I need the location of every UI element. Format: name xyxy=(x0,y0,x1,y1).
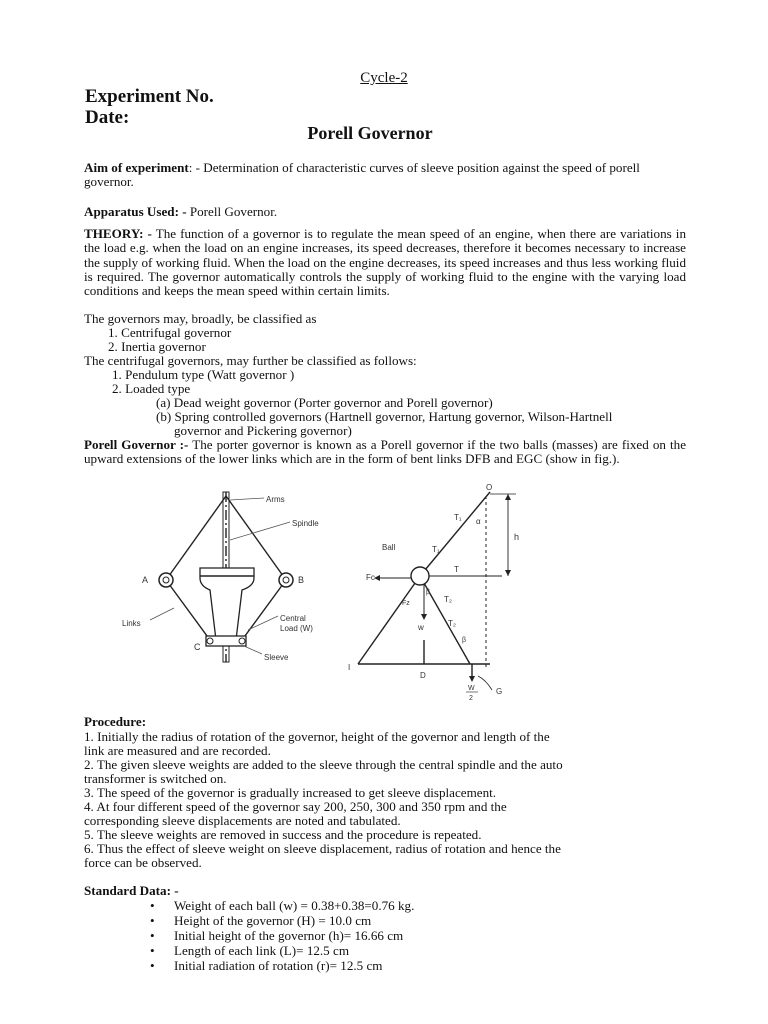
w-half-arrowhead xyxy=(469,676,475,682)
h-arrow-bottom xyxy=(505,570,511,576)
standard-data-item: • Initial height of the governor (h)= 16.66 cm xyxy=(174,929,403,943)
aim-label: Aim of experiment xyxy=(84,160,189,175)
ball-a xyxy=(159,573,173,587)
left-link xyxy=(166,580,210,640)
label-load-w: Load (W) xyxy=(280,624,313,633)
experiment-header xyxy=(85,86,214,128)
w-arrowhead xyxy=(421,614,427,620)
upper-link-line xyxy=(420,492,490,576)
standard-data-label: Standard Data: - xyxy=(84,883,179,898)
sleeve-pin-c xyxy=(207,638,213,644)
procedure-step: 1. Initially the radius of rotation of the governor, height of the governor and length of the xyxy=(84,729,550,744)
label-t: T xyxy=(454,565,459,574)
lower-left-line xyxy=(358,576,420,664)
procedure-step: 5. The sleeve weights are removed in success and the procedure is repeated. xyxy=(84,827,482,842)
cycle-label: Cycle-2 xyxy=(360,70,408,86)
sleeve-pin-d xyxy=(239,638,245,644)
ball-circle xyxy=(411,567,429,585)
arms-leader xyxy=(230,498,264,500)
porell-text: The porter governor is known as a Porell governor if the two balls (masses) are fixed on the upward extensions of the lower links which are in the form of bent links DFB and EGC (show in fig.). xyxy=(84,437,687,467)
g-leader xyxy=(478,676,492,690)
experiment-number-label: Experiment No. xyxy=(85,86,214,107)
label-t2b: T₂ xyxy=(448,619,456,628)
standard-data-item: • Length of each link (L)= 12.5 cm xyxy=(174,944,349,958)
porell-governor-figure xyxy=(122,480,530,705)
loaded-type-item: (a) Dead weight governor (Porter governor and Porell governor) xyxy=(156,395,493,410)
label-t1: T₁ xyxy=(454,513,462,522)
label-spindle: Spindle xyxy=(292,519,319,528)
label-beta2: β xyxy=(462,637,467,644)
theory-paragraph xyxy=(84,227,686,298)
label-a: A xyxy=(142,575,149,585)
label-sleeve: Sleeve xyxy=(264,653,289,662)
governor-type-item: 1. Centrifugal governor xyxy=(108,325,232,340)
label-links: Links xyxy=(122,619,141,628)
loaded-type-item: governor and Pickering governor) xyxy=(174,423,352,438)
label-alpha: α xyxy=(476,517,481,526)
centrifugal-type-item: 1. Pendulum type (Watt governor ) xyxy=(112,367,295,382)
standard-data-item: • Initial radiation of rotation (r)= 12.5 cm xyxy=(174,959,382,973)
label-central: Central xyxy=(280,614,306,623)
load-leader xyxy=(248,616,278,630)
h-arrow-top xyxy=(505,494,511,500)
porell-paragraph xyxy=(84,438,686,467)
label-beta: β xyxy=(426,589,431,596)
apparatus-text: Porell Governor. xyxy=(186,204,278,219)
aim-text: : - Determination of characteristic curves of sleeve position against the speed of porell governor. xyxy=(84,160,640,190)
porell-label: Porell Governor :- xyxy=(84,437,189,452)
label-ball: Ball xyxy=(382,543,396,552)
links-leader xyxy=(150,608,174,620)
label-w-den: 2 xyxy=(469,695,473,702)
procedure-step: link are measured and are recorded. xyxy=(84,743,271,758)
theory-label: THEORY: - xyxy=(84,226,152,241)
label-fc: Fᴄ xyxy=(366,573,375,582)
theory-text: The function of a governor is to regulate the mean speed of an engine, when there are variations in the load e.g. when the load on an engine increases, its speed decreases, therefore it becomes necessary to increase the supply of working fluid. When the load on the engine decreases, its speed increases and thus less working fluid is required. The governor automatically controls the supply of working fluid to the engine with the varying load conditions and keeps the mean speed within certain limits. xyxy=(84,226,686,299)
central-load-weight xyxy=(200,568,254,640)
procedure-step: 3. The speed of the governor is gradually increased to get sleeve displacement. xyxy=(84,785,497,800)
procedure-step: transformer is switched on. xyxy=(84,771,227,786)
label-b: B xyxy=(298,575,305,585)
sleeve-leader xyxy=(244,646,262,654)
label-fz: Fz xyxy=(402,600,410,607)
standard-data-item: • Height of the governor (H) = 10.0 cm xyxy=(174,914,371,928)
centrifugal-intro: The centrifugal governors, may further be classified as follows: xyxy=(84,353,417,368)
label-t1b: T₁ xyxy=(432,545,440,554)
governor-type-item: 2. Inertia governor xyxy=(108,339,206,354)
label-i: I xyxy=(348,663,351,672)
centrifugal-type-item: 2. Loaded type xyxy=(112,381,191,396)
label-d: D xyxy=(420,671,426,680)
label-h: h xyxy=(514,532,520,542)
label-g: G xyxy=(496,687,503,696)
force-diagram xyxy=(348,483,519,702)
ball-b xyxy=(279,573,293,587)
spindle-leader xyxy=(230,522,290,540)
apparatus-paragraph xyxy=(84,205,686,219)
procedure-step: force can be observed. xyxy=(84,855,202,870)
classified-intro: The governors may, broadly, be classified as xyxy=(84,311,317,326)
procedure-step: 6. Thus the effect of sleeve weight on sleeve displacement, radius of rotation and hence the xyxy=(84,841,561,856)
label-arms: Arms xyxy=(266,495,285,504)
label-t2: T₂ xyxy=(444,595,452,604)
procedure-label: Procedure: xyxy=(84,714,147,729)
label-o: O xyxy=(486,483,493,492)
fc-arrowhead xyxy=(374,575,380,581)
label-w: w xyxy=(418,623,424,632)
date-label: Date: xyxy=(85,107,130,128)
procedure-step: 2. The given sleeve weights are added to the sleeve through the central spindle and the auto xyxy=(84,757,563,772)
procedure-step: 4. At four different speed of the governor say 200, 250, 300 and 350 rpm and the xyxy=(84,799,507,814)
label-w-num: W xyxy=(468,685,475,692)
label-c: C xyxy=(194,642,201,652)
governor-assembly-diagram xyxy=(122,492,319,662)
aim-paragraph xyxy=(84,161,686,190)
page-title: Porell Governor xyxy=(307,123,433,143)
apparatus-label: Apparatus Used: - xyxy=(84,204,187,219)
loaded-type-item: (b) Spring controlled governors (Hartnell governor, Hartung governor, Wilson-Hartnell xyxy=(156,409,613,424)
procedure-step: corresponding sleeve displacements are noted and tabulated. xyxy=(84,813,401,828)
standard-data-item: • Weight of each ball (w) = 0.38+0.38=0.76 kg. xyxy=(174,899,414,913)
